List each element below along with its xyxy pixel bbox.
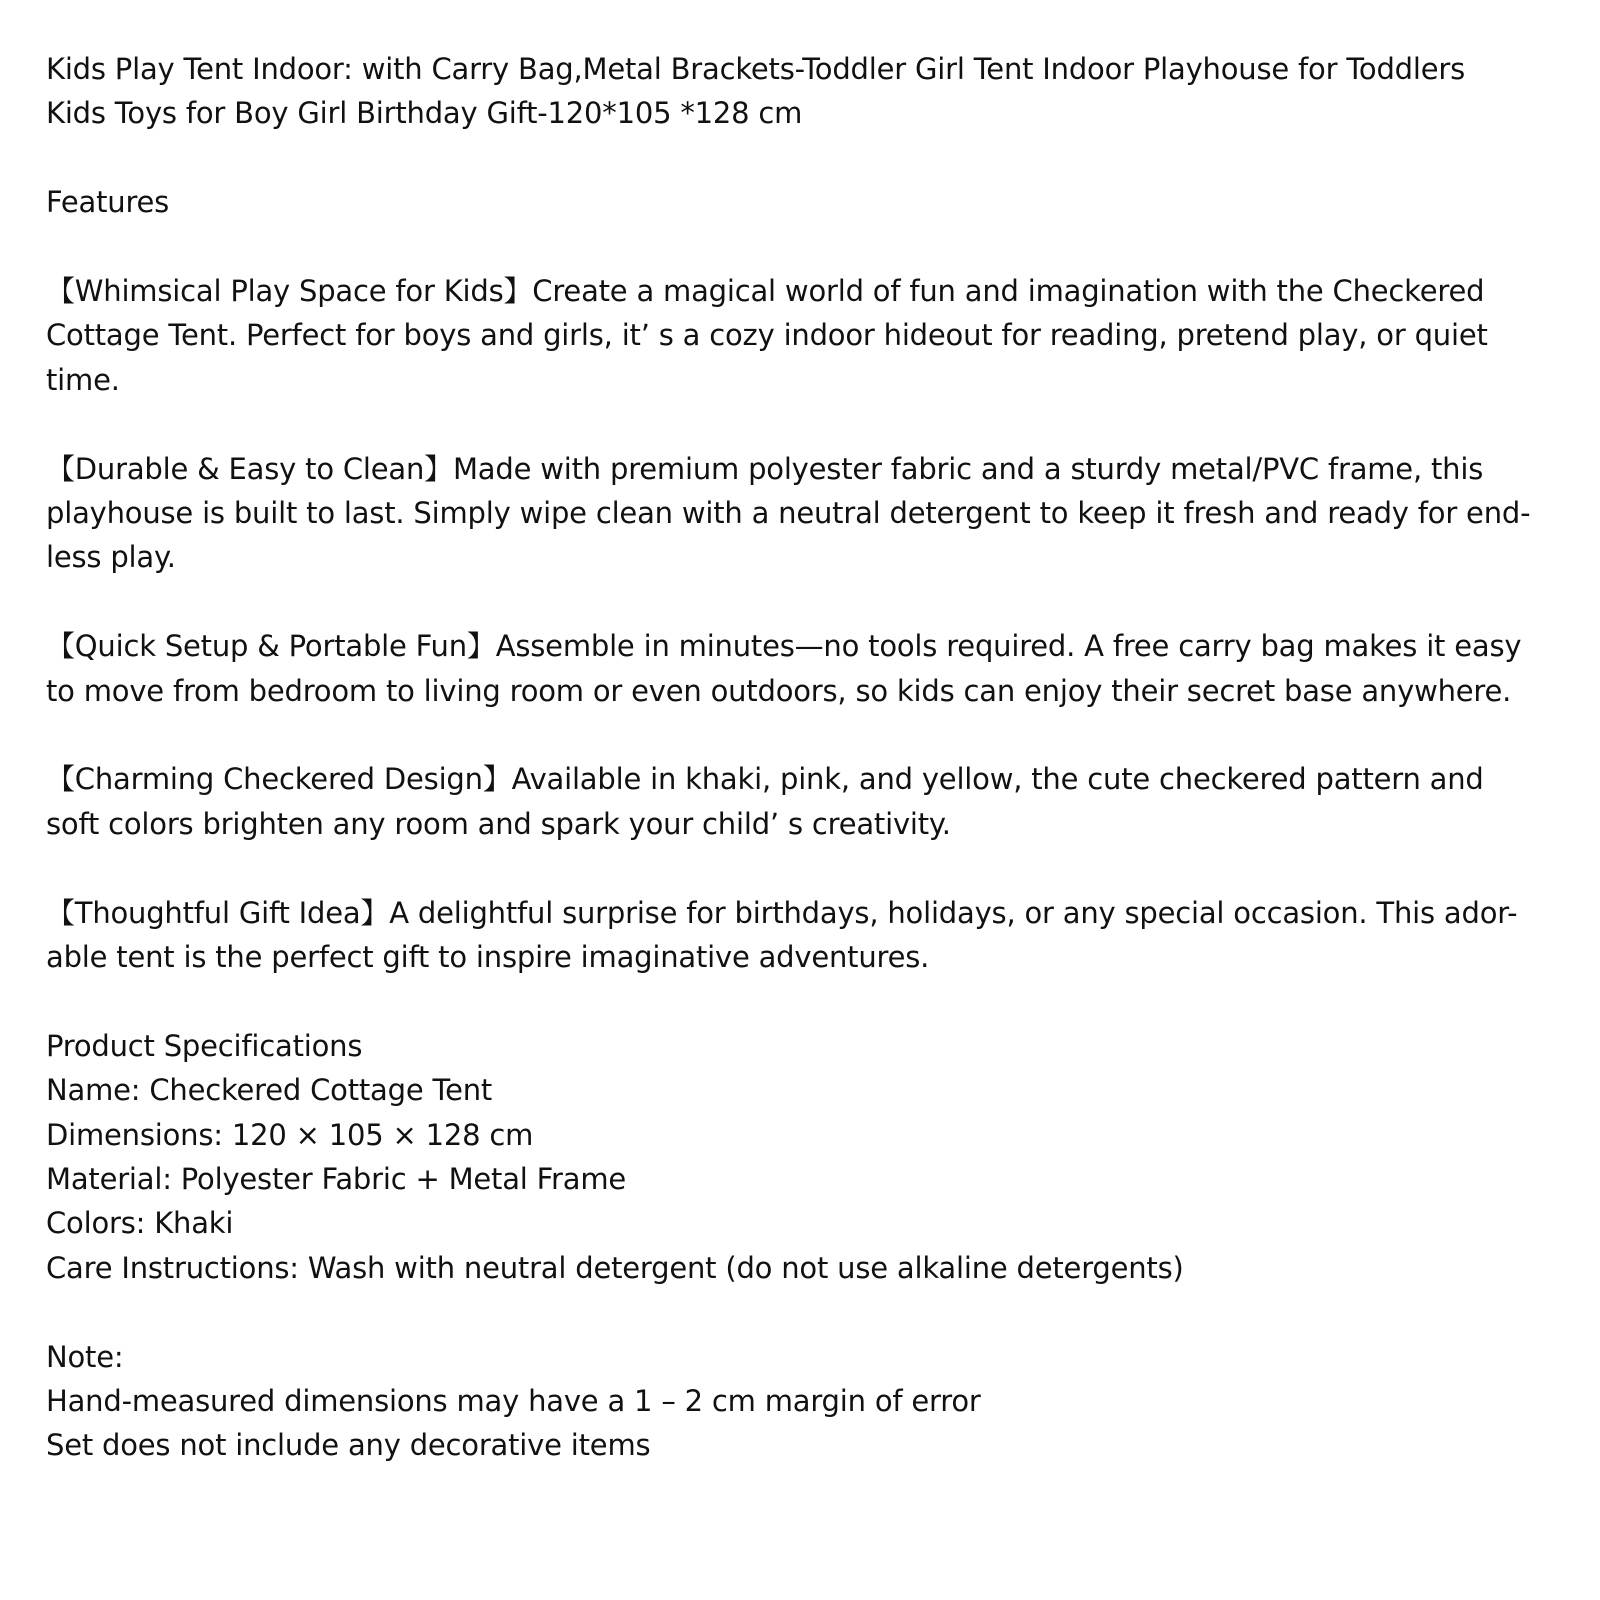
- spec-material: Material: Polyester Fabric + Metal Frame: [46, 1162, 627, 1197]
- feature-line: 【Quick Setup & Portable Fun】Assemble in minutes—no tools required. A free carry bag makes it easy: [46, 629, 1522, 664]
- feature-item-quick-setup: [46, 624, 1556, 713]
- feature-line: time.: [46, 362, 120, 397]
- product-title-line-1: Kids Play Tent Indoor: with Carry Bag,Metal Brackets-Toddler Girl Tent Indoor Playhouse for Toddlers: [46, 52, 1465, 86]
- feature-line: able tent is the perfect gift to inspire imaginative adventures.: [46, 940, 930, 975]
- spec-dimensions: Dimensions: 120 × 105 × 128 cm: [46, 1117, 534, 1152]
- spec-colors: Colors: Khaki: [46, 1206, 234, 1241]
- feature-line: 【Whimsical Play Space for Kids】Create a magical world of fun and imagination with the Checkered: [46, 274, 1485, 308]
- note-section: [46, 1335, 1556, 1468]
- feature-line: Cottage Tent. Perfect for boys and girls, it’ s a cozy indoor hideout for reading, pretend play, or quiet: [46, 318, 1488, 353]
- spacer: [46, 225, 1556, 269]
- spacer: [46, 580, 1556, 624]
- note-heading: Note:: [46, 1339, 124, 1374]
- spacer: [46, 1290, 1556, 1334]
- feature-line: 【Durable & Easy to Clean】Made with premium polyester fabric and a sturdy metal/PVC frame, this: [46, 451, 1484, 486]
- specifications-heading: Product Specifications: [46, 1028, 363, 1063]
- spacer: [46, 846, 1556, 890]
- spacer: [46, 402, 1556, 446]
- feature-line: 【Charming Checkered Design】Available in khaki, pink, and yellow, the cute checkered pattern and: [46, 762, 1484, 797]
- spec-name: Name: Checkered Cottage Tent: [46, 1073, 493, 1108]
- features-heading: Features: [46, 185, 170, 220]
- feature-item-checkered-design: [46, 757, 1556, 846]
- note-line: Hand-measured dimensions may have a 1 – 2 cm margin of error: [46, 1384, 981, 1419]
- product-description-document: [46, 47, 1556, 1468]
- feature-item-durable-easy-clean: [46, 447, 1556, 580]
- spacer: [46, 713, 1556, 757]
- feature-line: 【Thoughtful Gift Idea】A delightful surprise for birthdays, holidays, or any special occasion. This ador-: [46, 895, 1518, 930]
- feature-line: playhouse is built to last. Simply wipe clean with a neutral detergent to keep it fresh and ready for end-: [46, 496, 1531, 531]
- spec-care-instructions: Care Instructions: Wash with neutral detergent (do not use alkaline detergents): [46, 1250, 1184, 1285]
- spacer: [46, 979, 1556, 1023]
- product-title: [46, 47, 1556, 136]
- product-title-line-2: Kids Toys for Boy Girl Birthday Gift-120*105 *128 cm: [46, 96, 803, 131]
- feature-line: less play.: [46, 540, 176, 575]
- product-specifications: [46, 1024, 1556, 1290]
- note-line: Set does not include any decorative items: [46, 1428, 651, 1463]
- spacer: [46, 136, 1556, 180]
- feature-item-whimsical-play-space: [46, 269, 1556, 402]
- feature-line: to move from bedroom to living room or even outdoors, so kids can enjoy their secret base anywhere.: [46, 673, 1512, 708]
- feature-item-gift-idea: [46, 891, 1556, 980]
- feature-line: soft colors brighten any room and spark your child’ s creativity.: [46, 806, 951, 841]
